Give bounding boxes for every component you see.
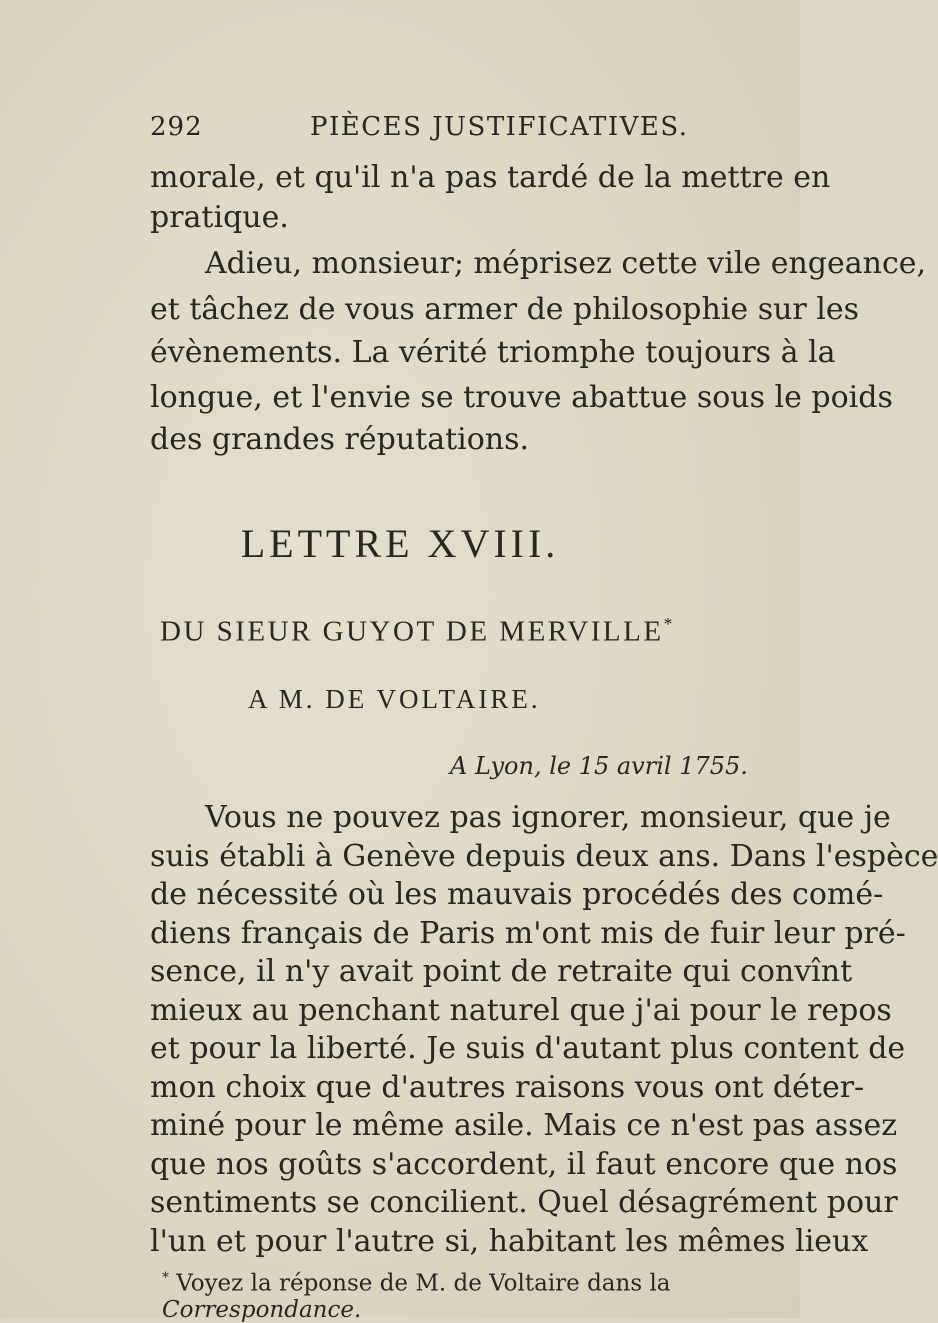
text-line: et pour la liberté. Je suis d'autant plus content de: [150, 1031, 906, 1067]
letter-recipient: A M. DE VOLTAIRE.: [248, 684, 541, 714]
text-line: longue, et l'envie se trouve abattue sous le poids: [150, 380, 893, 415]
footnote-italic: Correspondance.: [162, 1296, 362, 1323]
text-line: des grandes réputations.: [150, 422, 530, 457]
text-line: et tâchez de vous armer de philosophie sur les: [150, 292, 860, 327]
dateline: A Lyon, le 15 avril 1755.: [450, 752, 748, 780]
text-line: morale, et qu'il n'a pas tardé de la mettre en: [150, 160, 831, 195]
letter-title: LETTRE XVIII.: [240, 521, 560, 566]
page-number: 292: [150, 112, 203, 142]
page-header: [150, 112, 750, 152]
text-line: mon choix que d'autres raisons vous ont déter-: [150, 1069, 865, 1105]
text-line: évènements. La vérité triomphe toujours à la: [150, 335, 836, 370]
footnote-text: Voyez la réponse de M. de Voltaire dans la: [176, 1270, 671, 1297]
text-line: diens français de Paris m'ont mis de fuir leur pré-: [150, 915, 906, 951]
footnote: [162, 1270, 800, 1323]
text-line: suis établi à Genève depuis deux ans. Dans l'espèce: [150, 838, 938, 874]
text-line: mieux au penchant naturel que j'ai pour le repos: [150, 992, 892, 1028]
text-line: Vous ne pouvez pas ignorer, monsieur, que je: [205, 800, 891, 835]
text-line: sentiments se concilient. Quel désagrément pour: [150, 1185, 898, 1221]
text-line: pratique.: [150, 200, 289, 235]
text-line: miné pour le même asile. Mais ce n'est pas assez: [150, 1108, 898, 1144]
letter-sender: [160, 614, 675, 649]
text-line: l'un et pour l'autre si, habitant les mêmes lieux: [150, 1224, 869, 1259]
text-line: Adieu, monsieur; méprisez cette vile engeance,: [205, 246, 927, 281]
text-line: de nécessité où les mauvais procédés des comé-: [150, 877, 884, 913]
footnote-marker: *: [663, 614, 675, 634]
footnote-marker: *: [162, 1270, 169, 1286]
text-line: que nos goûts s'accordent, il faut encore que nos: [150, 1146, 898, 1182]
text-line: sence, il n'y avait point de retraite qui convînt: [150, 954, 853, 990]
running-head: PIÈCES JUSTIFICATIVES.: [310, 112, 689, 142]
letter-sender-name: DU SIEUR GUYOT DE MERVILLE: [160, 615, 664, 648]
